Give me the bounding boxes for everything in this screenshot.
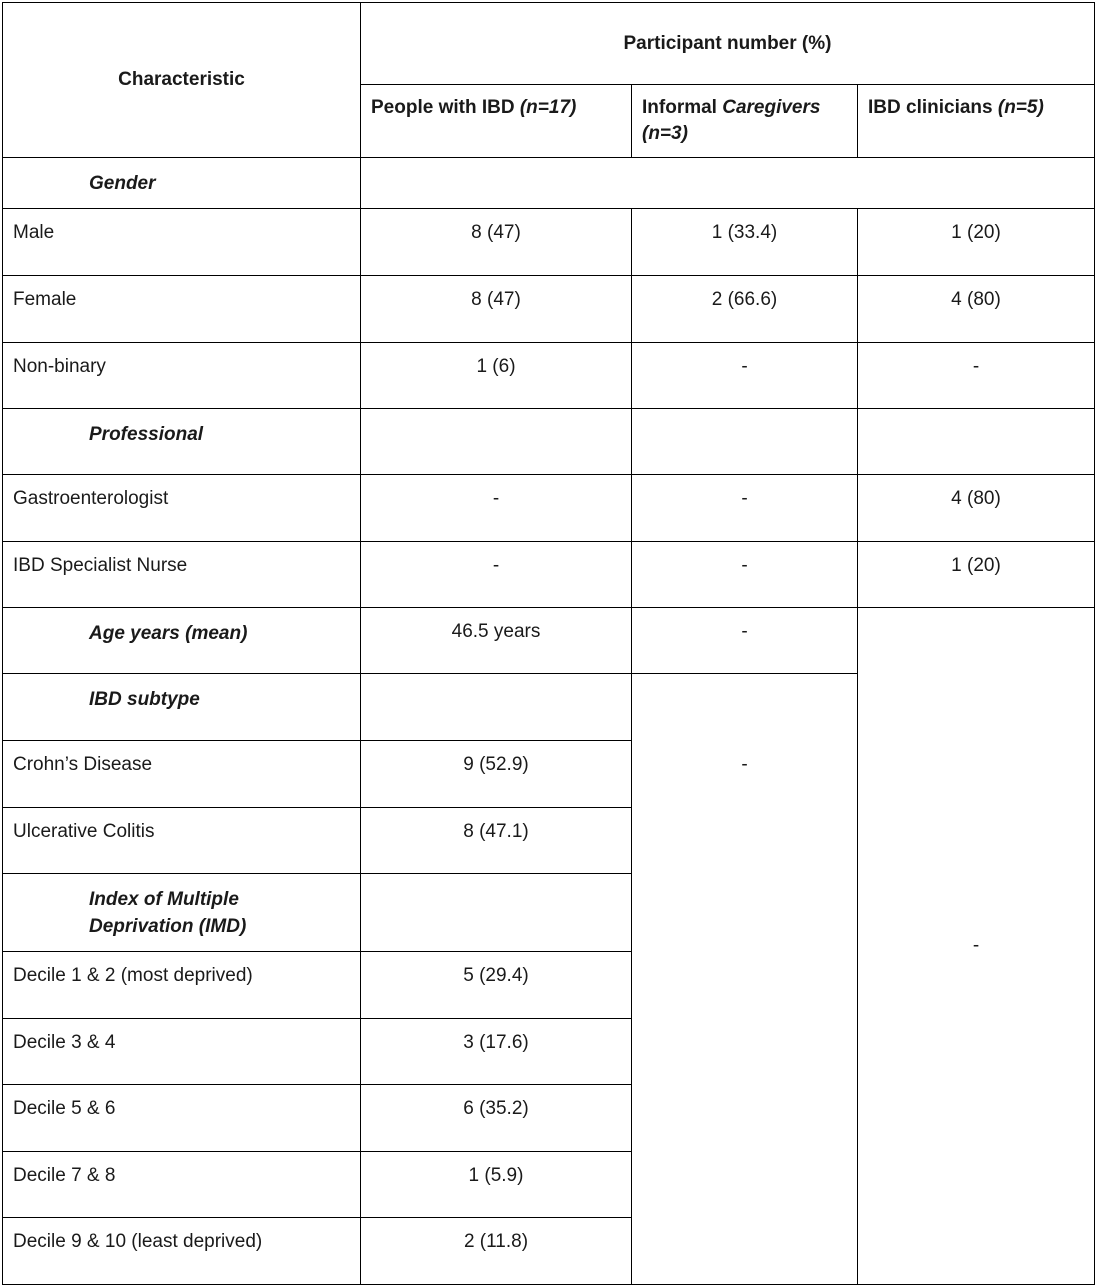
row-label: IBD Specialist Nurse [3,542,361,608]
clinicians-value: 1 (20) [858,542,1095,608]
clinicians-value: 4 (80) [858,276,1095,343]
group-n: (n=5) [997,97,1044,118]
row-label: Female [3,276,361,343]
participant-characteristics-table [2,2,1095,1285]
table-row [3,209,1095,276]
ibd-value: 1 (5.9) [361,1152,632,1218]
ibd-value: 8 (47.1) [361,808,632,874]
ibd-value: 1 (6) [361,343,632,409]
clinicians-value: 4 (80) [858,475,1095,542]
table-row [3,276,1095,343]
empty-cell [632,409,858,475]
empty-cell [361,874,632,952]
ibd-value: 46.5 years [361,608,632,674]
row-label: Male [3,209,361,276]
clinicians-value: 1 (20) [858,209,1095,276]
carers-value: - [632,542,858,608]
ibd-clinicians-header [858,85,1095,158]
section-row-gender [3,158,1095,209]
empty-cell [361,158,1095,209]
empty-cell [858,409,1095,475]
row-label: Decile 5 & 6 [3,1085,361,1152]
ibd-value: - [361,475,632,542]
ibd-value: 3 (17.6) [361,1019,632,1085]
row-label: Decile 9 & 10 (least deprived) [3,1218,361,1285]
group-n: (n=17) [519,97,577,118]
clinicians-value: - [858,343,1095,409]
section-row-professional [3,409,1095,475]
clinicians-merged-value: - [858,608,1095,1285]
merged-dash: - [741,754,748,775]
carers-value: 1 (33.4) [632,209,858,276]
ibd-value: 2 (11.8) [361,1218,632,1285]
carers-value: - [632,475,858,542]
header-row-1 [3,3,1095,85]
carers-value: - [632,608,858,674]
group-name: People with IBD [371,97,520,118]
participant-number-header: Participant number (%) [361,3,1095,85]
row-label: Ulcerative Colitis [3,808,361,874]
group-name-italic: Caregivers [722,97,821,118]
ibd-value: 5 (29.4) [361,952,632,1019]
ibd-value: 6 (35.2) [361,1085,632,1152]
ibd-value: 9 (52.9) [361,741,632,808]
carers-value: 2 (66.6) [632,276,858,343]
row-label: Decile 7 & 8 [3,1152,361,1218]
section-label: Index of Multiple Deprivation (IMD) [3,874,361,952]
row-label: Decile 3 & 4 [3,1019,361,1085]
group-name: Informal [642,97,723,118]
carers-merged-value [632,674,858,1285]
row-label: Decile 1 & 2 (most deprived) [3,952,361,1019]
row-label: Gastroenterologist [3,475,361,542]
characteristic-header: Characteristic [3,3,361,158]
row-label: Crohn’s Disease [3,741,361,808]
row-label: Non-binary [3,343,361,409]
ibd-value: 8 (47) [361,276,632,343]
section-row-age [3,608,1095,674]
ibd-value: - [361,542,632,608]
section-label: Professional [3,409,361,475]
table-row [3,475,1095,542]
ibd-value: 8 (47) [361,209,632,276]
table-row [3,343,1095,409]
group-n: (n=3) [642,123,688,144]
group-name: IBD clinicians [868,97,998,118]
table-row [3,542,1095,608]
carers-value: - [632,343,858,409]
section-label: Age years (mean) [3,608,361,674]
people-with-ibd-header [361,85,632,158]
empty-cell [361,674,632,741]
section-label: Gender [3,158,361,209]
section-label: IBD subtype [3,674,361,741]
informal-caregivers-header [632,85,858,158]
empty-cell [361,409,632,475]
